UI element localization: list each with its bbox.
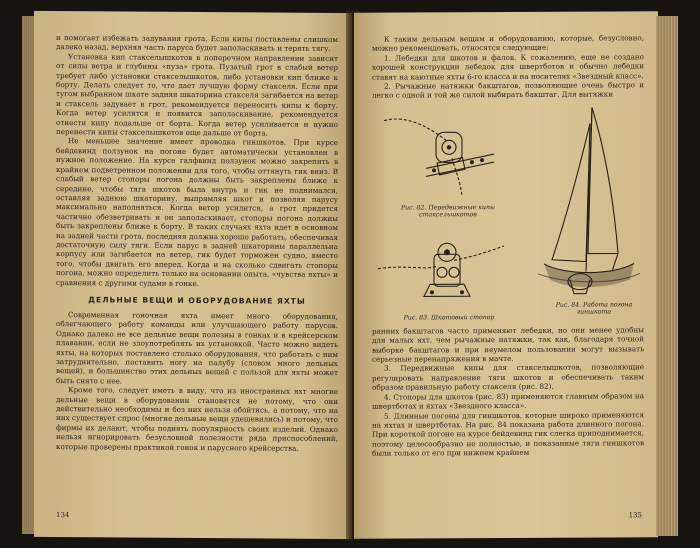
left-page (34, 11, 352, 539)
fig83-number: Рис. 83. (403, 314, 429, 322)
right-page (354, 11, 658, 539)
fig82-number: Рис. 82. (400, 204, 427, 212)
sailboat-traveler-illustration (534, 103, 644, 300)
fig82-caption (382, 204, 514, 220)
left-paragraph: и помогает избежать задувания грота. Если кипы поставлены слишком далеко назад, верхняя часть паруса будет заполаскивать и терять тягу. (56, 33, 338, 54)
left-paragraph: Не меньшее значение имеет проводка гиншкотов. При курсе бейдевинд ползунок на погоне будет автоматически установлен в нужное положение. На курсе галфвинд ползунок можно закрепить в крайнем подветренном положении для того, чтобы оттянуть гик вниз. В слабый ветер стопоры погона должны быть закреплены ближе к середине, чтобы тяга шкотов была внутрь и гик не поднимался, оставляя заднюю шкаторину, выпрямляя шкот и позволяя парусу максимально наполняться. Когда ветер усилится, а грот придется частично обезветривать и он заполаскивает, стопоры погона должны быть закреплены ближе к борту. В таких случаях яхта идет в основном на задней части грота, последняя должна хорошо работать, обеспечивая достаточную силу тяги. Если парус в задней шкаторины параллельна корпусу или загибается на ветер, гик будет торможен судно, вместо того, чтобы двигать его вперед. Когда и на сколько сдвигать стопоры погона, можно определить только на основании опыта, «чувства яхты» и сравнения с другими судами в гонке. (56, 136, 338, 288)
fairlead-track-illustration (376, 110, 516, 203)
fig83-text: Шкотовый стопор (430, 313, 495, 322)
section-heading: ДЕЛЬНЫЕ ВЕЩИ И ОБОРУДОВАНИЕ ЯХТЫ (88, 295, 306, 306)
right-paragraph: ранних бакштагов часто применяют лебедки, но они менее удобны для малых яхт, чем рычажные натяжки, так как, благодаря точной выборке бакштагов и при неумелом пользовании могут вызывать серьезные перенапряжения в мачте. (372, 325, 644, 364)
left-paragraph: Кроме того, следует иметь в виду, что из иностранных яхт многие дельные вещи в оборудовании становятся не потому, что они действительно необходимы и без них нельзя обойтись, а потому, что на них существует спрос (многие дельные вещи удешевились) и потому, что фирмы их делают, чтобы поднять популярность своих изделий. Однако нельзя игнорировать безусловной полезности ряда приспособлений, которые проверены практикой гонок и парусного крейсерства. (56, 385, 338, 453)
left-paragraph: Современная гоночная яхта имеет много оборудования, облегчающего работу команды или улучшающего работу парусов. Однако далеко не все дельные вещи полезны в гонках и в крейсерском плавании, если не злоупотреблять их установкой. Часто можно видеть яхты, на которых поставлено столько оборудования, что работать с ним затруднительно, поставить ногу на палубу (словом много дельных вещей), и большинство этих дельных вещей с пользой для яхты может быть снято с нее. (56, 310, 338, 386)
fig83-caption (384, 314, 514, 322)
right-page-edges (656, 16, 678, 536)
left-paragraph: Установка кип стакселышкотов в поперечном направлении зависит от силы ветра и глубины «пуза» грота. Пузатый грот в слабый ветер требует либо установки стакселышкотов, либо установки кип ближе к борту. Делать следует то, что дает лучшую форму стакселя. Если при тугом выбранном шкоте задняя шкаторина стакселя загибается на ветер и стаксель задувает в грот, рекомендуется переносить кипы к борту. Когда ветер усилится и появится заполаскивание, рекомендуется отнести кипу подальше от борта. Когда ветер усиливается и нужно перенести кипы стакселышкотов еще дальше от борта. (56, 51, 338, 138)
right-paragraph: 3. Передвижные кипы для стакселышкотов, позволяющие регулировать направление тяги шкотов и обеспечивать таким образом правильную работу стакселя (рис. 82). (372, 362, 644, 392)
right-paragraph: 2. Рычажные натяжки бакштагов, позволяющие очень быстро и легко с одной и той же силой выбирать бакштаг. Для вытяжки (372, 80, 644, 101)
figures-area (372, 103, 644, 324)
right-paragraph: 5. Длинные погоны для гиншкотов, которые широко применяются на яхтах и швертботах. На рис. 84 показана работа длинного погона. При короткой погоне на курсе бейдевинд гик слегка приподнимается, поэтому целесообразно не полностью, и показанные тяги гиншкотов были только от его при нижнем крайнем (372, 409, 644, 458)
page-number: 134 (56, 511, 70, 520)
fig84-number: Рис. 84. (555, 301, 582, 309)
page-number: 135 (628, 511, 642, 520)
cleat-stopper-illustration (376, 230, 506, 311)
right-paragraph: 4. Стопоры для шкотов (рис. 83) применяются главным образом на швертботах и яхтах «Звездного класса». (372, 390, 644, 411)
fig84-text: Работа погона гиншкота (576, 301, 633, 317)
fig84-caption (548, 301, 640, 317)
right-paragraph: 1. Лебедки для шкотов и фалов. К сожалению, еще не создано хорошей конструкции лебедок для швертботов и обычно лебедки ставят на каютные яхты 6-го класса и на носителях «Звездный класс». (372, 52, 644, 82)
right-paragraph: К таким дельным вещам и оборудованию, которые, безусловно, можно рекомендовать, относятся следующие: (372, 33, 644, 54)
fig82-text: Передвижные кипы стаксельшкотов (419, 203, 496, 219)
